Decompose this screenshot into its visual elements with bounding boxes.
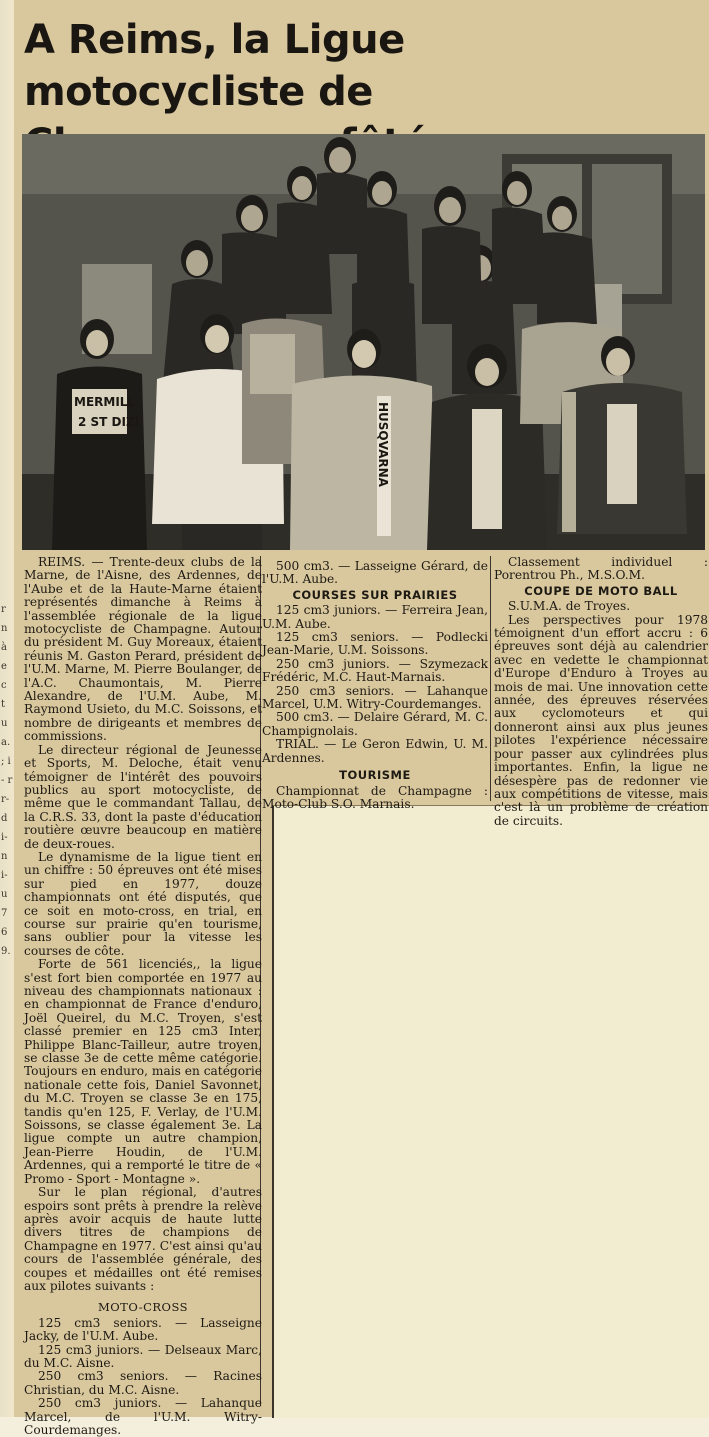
result-item: 500 cm3. — Lasseigne Gérard, de l'U.M. Aube. [262,559,488,587]
group-photo [22,134,705,550]
group-photo-illustration [22,134,705,550]
tourisme-result: Championnat de Champagne : Moto-Club S.O. Marnais. [262,783,488,811]
paragraph-3: Le dynamisme de la ligue tient en un chiffre : 50 épreuves ont été mises sur pied en 1977, douze championnats ont été disputés, que ce soit en moto-cross, en trial, en course sur prairie qu'en tourisme, sans oublier pour la vitesse les courses de côte. [24,849,262,958]
result-item: 125 cm3 seniors. — Podlecki Jean-Marie, U.M. Soissons. [262,630,488,658]
result-item: TRIAL. — Le Geron Edwin, U. M. Ardennes. [262,737,488,765]
paragraph-5: Sur le plan régional, d'autres espoirs sont prêts à prendre la relève après avoir acquis de haute lutte divers titres de champions de Champagne en 1977. C'est ainsi qu'au cours de l'assemblée générale, des coupes et médailles ont été remises aux pilotes suivants : [24,1185,262,1293]
result-item: 250 cm3 juniors. — Szymezack Frédéric, M.C. Haut-Marnais. [262,656,488,685]
adjacent-column-fragment: r n à e c t u a. ; i- r r- d i- n i- u 76 9. [1,604,13,957]
section-heading-coupe-moto-ball: COUPE DE MOTO BALL [524,583,678,598]
result-item: 250 cm3 seniors. — Racines Christian, du M.C. Aisne. [24,1369,262,1397]
paragraph-2: Le directeur régional de Jeunesse et Sports, M. Deloche, était venu témoigner de l'intérêt des pouvoirs publics au sport motocycliste, de même que le commandant Tallau, de la C.R.S. 33, dont la paste d'éducation routière œuvre beaucoup en matière de deux-roues. [24,742,262,851]
article-column-3 [494,556,708,828]
column-rule-2 [490,556,491,801]
result-item: 250 cm3 seniors. — Lahanque Marcel, U.M. Witry-Courdemanges. [262,683,488,712]
adjacent-column-strip [0,0,14,1417]
result-item: 500 cm3. — Delaire Gérard, M. C. Champignolais. [262,710,488,738]
section-heading-moto-cross: MOTO-CROSS [97,1300,189,1315]
headline-line-1: A Reims, la Ligue motocycliste de [24,17,405,115]
closing-paragraph: Les perspectives pour 1978 témoignent d'un effort accru : 6 épreuves sont déjà au calendrier avec en vedette le championnat d'Europe d'Enduro à Troyes au mois de mai. Une innovation cette année, des épreuves réservées aux cyclomoteurs et qui donneront ainsi aux plus jeunes pilotes l'expérience nécessaire pour passer aux cylindrées plus importantes. Enfin, la ligue ne désespère pas de redonner vie aux compétitions de vitesse, mais c'est là un problème de création de circuits. [494,612,708,828]
paragraph-4: Forte de 561 licenciés,, la ligue s'est fort bien comportée en 1977 au niveau des championnats nationaux : en championnat de France d'enduro, Joël Queirel, du M.C. Troyen, s'est classé premier en 125 cm3 Inter, Philippe Blanc-Tailleur, autre troyen, se classe 3e de cette même catégorie. Toujours en enduro, mais en catégorie nationale cette fois, Daniel Savonnet, du M.C. Troyen se classe 3e en 175, tandis qu'en 125, F. Verlay, de l'U.M. Soissons, se classe également 3e. La ligue compte un autre champion, Jean-Pierre Houdin, de l'U.M. Ardennes, qui a remporté le titre de « Promo - Sport - Montagne ». [24,957,262,1186]
result-item: 125 cm3 juniors. — Delseaux Marc, du M.C. Aisne. [24,1342,262,1370]
article-column-1 [24,556,262,1437]
section-heading-tourisme: TOURISME [339,768,411,783]
article-column-2 [262,560,488,811]
moto-ball-result: S.U.M.A. de Troyes. [508,599,631,614]
classement-individuel: Classement individuel : Porentrou Ph., M.S.O.M. [494,555,708,583]
result-item: 250 cm3 juniors. — Lahanque Marcel, de l'U.M. Witry-Courdemanges. [24,1396,262,1437]
jersey-text-1: MERMILL [74,395,136,409]
jersey-text-3: HUSQVARNA [376,402,390,487]
result-item: 125 cm3 seniors. — Lasseigne Jacky, de l'U.M. Aube. [24,1315,262,1344]
paragraph-1: REIMS. — Trente-deux clubs de la Marne, de l'Aisne, des Ardennes, de l'Aube et de la Haute-Marne étaient représentés dimanche à Reims à l'assemblée régionale de la ligue motocycliste de Champagne. Autour du président M. Guy Moreaux, étaient réunis M. Gaston Perard, président de l'U.M. Marne, M. Pierre Boulanger, de l'A.C. Chaumontais, M. Pierre Alexandre, de l'U.M. Aube, M. Raymond Usieto, du M.C. Soissons, et nombre de dirigeants et membres de commissions. [24,555,262,744]
blank-paper-area [272,805,709,1418]
result-item: 125 cm3 juniors. — Ferreira Jean, U.M. Aube. [262,603,488,631]
jersey-text-2: 2 ST DIZI [78,415,140,429]
section-heading-courses-sur-prairies: COURSES SUR PRAIRIES [292,587,458,602]
